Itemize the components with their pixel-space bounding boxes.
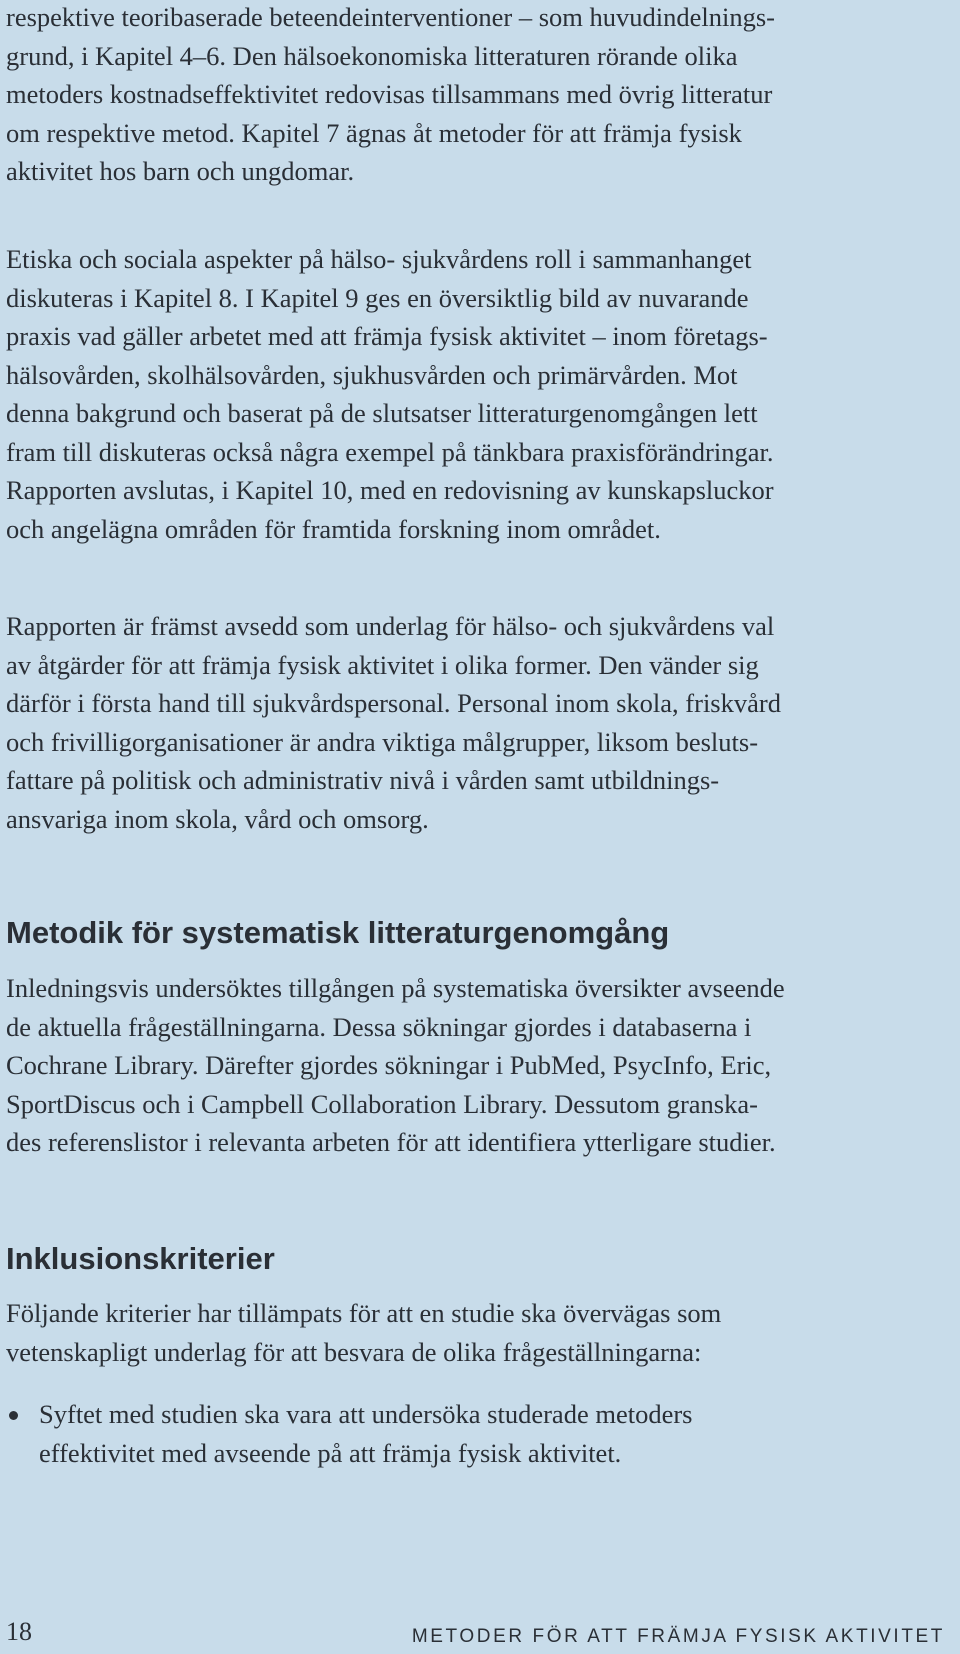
text-line: vetenskapligt underlag för att besvara de olika frågeställningarna: bbox=[6, 1336, 702, 1367]
bullet-text bbox=[39, 1395, 692, 1472]
text-line: om respektive metod. Kapitel 7 ägnas åt metoder för att främja fysisk bbox=[6, 117, 742, 148]
text-line: praxis vad gäller arbetet med att främja fysisk aktivitet – inom företags- bbox=[6, 321, 768, 351]
section-heading-inclusion: Inklusionskriterier bbox=[6, 1241, 275, 1276]
text-line: effektivitet med avseende på att främja fysisk aktivitet. bbox=[39, 1437, 622, 1468]
text-line: respektive teoribaserade beteendeinterventioner – som huvudindelnings- bbox=[6, 2, 775, 32]
text-line: metoders kostnadseffektivitet redovisas tillsammans med övrig litteratur bbox=[6, 79, 773, 109]
running-title: METODER FÖR ATT FRÄMJA FYSISK AKTIVITET bbox=[411, 1626, 945, 1647]
text-line: ansvariga inom skola, vård och omsorg. bbox=[6, 803, 429, 834]
text-line: av åtgärder för att främja fysisk aktivitet i olika former. Den vänder sig bbox=[6, 649, 759, 680]
text-line: Cochrane Library. Därefter gjordes sökningar i PubMed, PsycInfo, Eric, bbox=[6, 1050, 772, 1080]
paragraph-chapter-overview bbox=[6, 0, 775, 191]
text-line: SportDiscus och i Campbell Collaboration Library. Dessutom granska- bbox=[6, 1088, 758, 1119]
text-line: fattare på politisk och administrativ nivå i vården samt utbildnings- bbox=[6, 765, 720, 795]
paragraph-ethics-practice bbox=[6, 240, 774, 548]
text-line: diskuteras i Kapitel 8. I Kapitel 9 ges en översiktlig bild av nuvarande bbox=[6, 282, 749, 313]
text-line: Inledningsvis undersöktes tillgången på systematiska översikter avseende bbox=[6, 973, 785, 1003]
text-line: Rapporten avslutas, i Kapitel 10, med en redovisning av kunskapsluckor bbox=[6, 475, 774, 505]
text-line: Rapporten är främst avsedd som underlag för hälso- och sjukvårdens val bbox=[6, 611, 775, 641]
text-line: Syftet med studien ska vara att undersöka studerade metoders bbox=[39, 1399, 693, 1429]
bullet-icon bbox=[9, 1411, 18, 1420]
paragraph-audience bbox=[6, 607, 781, 838]
text-line: fram till diskuteras också några exempel på tänkbara praxisförändringar. bbox=[6, 436, 774, 467]
text-line: därför i första hand till sjukvårdspersonal. Personal inom skola, friskvård bbox=[6, 688, 781, 718]
text-line: aktivitet hos barn och ungdomar. bbox=[6, 156, 355, 186]
section-heading-methods: Metodik för systematisk litteraturgenomgång bbox=[6, 915, 670, 950]
paragraph-inclusion-intro bbox=[6, 1294, 721, 1371]
text-line: Följande kriterier har tillämpats för att en studie ska övervägas som bbox=[6, 1298, 722, 1328]
text-line: de aktuella frågeställningarna. Dessa sökningar gjordes i databaserna i bbox=[6, 1011, 752, 1042]
page-number: 18 bbox=[6, 1617, 32, 1646]
text-line: och angelägna områden för framtida forskning inom området. bbox=[6, 513, 661, 544]
text-line: hälsovården, skolhälsovården, sjukhusvården och primärvården. Mot bbox=[6, 359, 738, 390]
text-line: och frivilligorganisationer är andra viktiga målgrupper, liksom besluts- bbox=[6, 726, 759, 757]
text-line: denna bakgrund och baserat på de slutsatser litteraturgenomgången lett bbox=[6, 398, 758, 428]
text-line: Etiska och sociala aspekter på hälso- sjukvårdens roll i sammanhanget bbox=[6, 244, 752, 274]
text-line: grund, i Kapitel 4–6. Den hälsoekonomiska litteraturen rörande olika bbox=[6, 40, 738, 71]
text-line: des referenslistor i relevanta arbeten för att identifiera ytterligare studier. bbox=[6, 1127, 776, 1157]
paragraph-methods bbox=[6, 969, 785, 1162]
